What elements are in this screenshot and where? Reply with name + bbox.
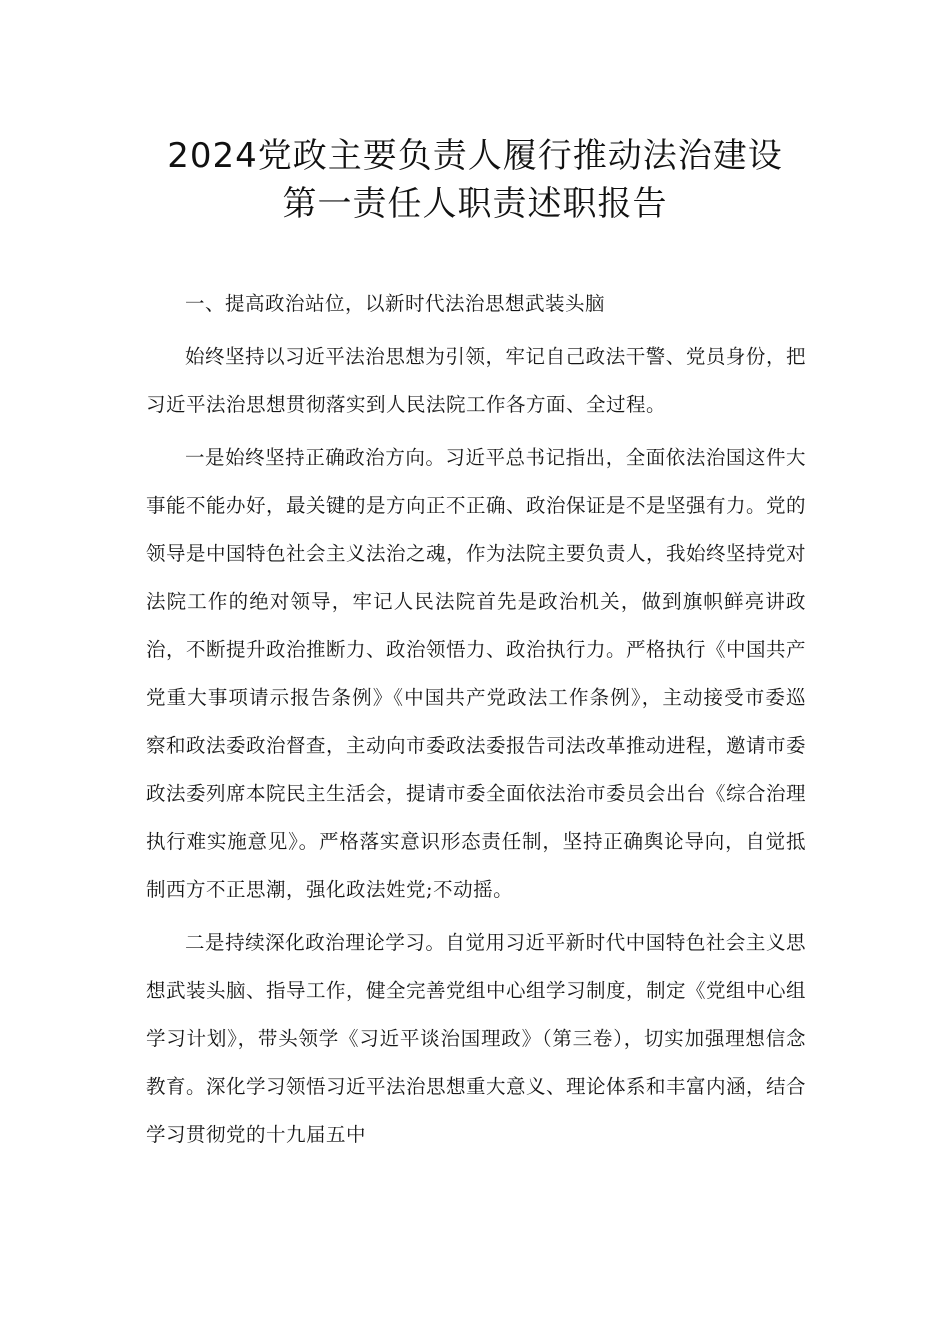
- paragraph-political-direction: 一是始终坚持正确政治方向。习近平总书记指出，全面依法治国这件大事能不能办好，最关键的是方向正不正确、政治保证是不是坚强有力。党的领导是中国特色社会主义法治之魂，作为法院主要负责人，我始终坚持党对法院工作的绝对领导，牢记人民法院首先是政治机关，做到旗帜鲜亮讲政治，不断提升政治推断力、政治领悟力、政治执行力。严格执行《中国共产党重大事项请示报告条例》《中国共产党政法工作条例》，主动接受市委巡察和政法委政治督查，主动向市委政法委报告司法改革推动进程，邀请市委政法委列席本院民主生活会，提请市委全面依法治市委员会出台《综合治理执行难实施意见》。严格落实意识形态责任制，坚持正确舆论导向，自觉抵制西方不正思潮，强化政法姓党;不动摇。: [146, 446, 807, 901]
- section-heading: 一、提高政治站位，以新时代法治思想武装头脑: [185, 292, 606, 315]
- document-title-line-2: 第一责任人职责述职报告: [282, 184, 668, 224]
- paragraph-theory-study: 二是持续深化政治理论学习。自觉用习近平新时代中国特色社会主义思想武装头脑、指导工作，健全完善党组中心组学习制度，制定《党组中心组学习计划》，带头领学《习近平谈治国理政》（第三卷），切实加强理想信念教育。深化学习领悟习近平法治思想重大意义、理论体系和丰富内涵，结合学习贯彻党的十九届五中: [146, 931, 807, 1146]
- document-body: [146, 280, 806, 1159]
- document-title-line-1: 2024党政主要负责人履行推动法治建设: [167, 136, 783, 176]
- paragraph-intro: 始终坚持以习近平法治思想为引领，牢记自己政法干警、党员身份，把习近平法治思想贯彻落实到人民法院工作各方面、全过程。: [146, 345, 806, 416]
